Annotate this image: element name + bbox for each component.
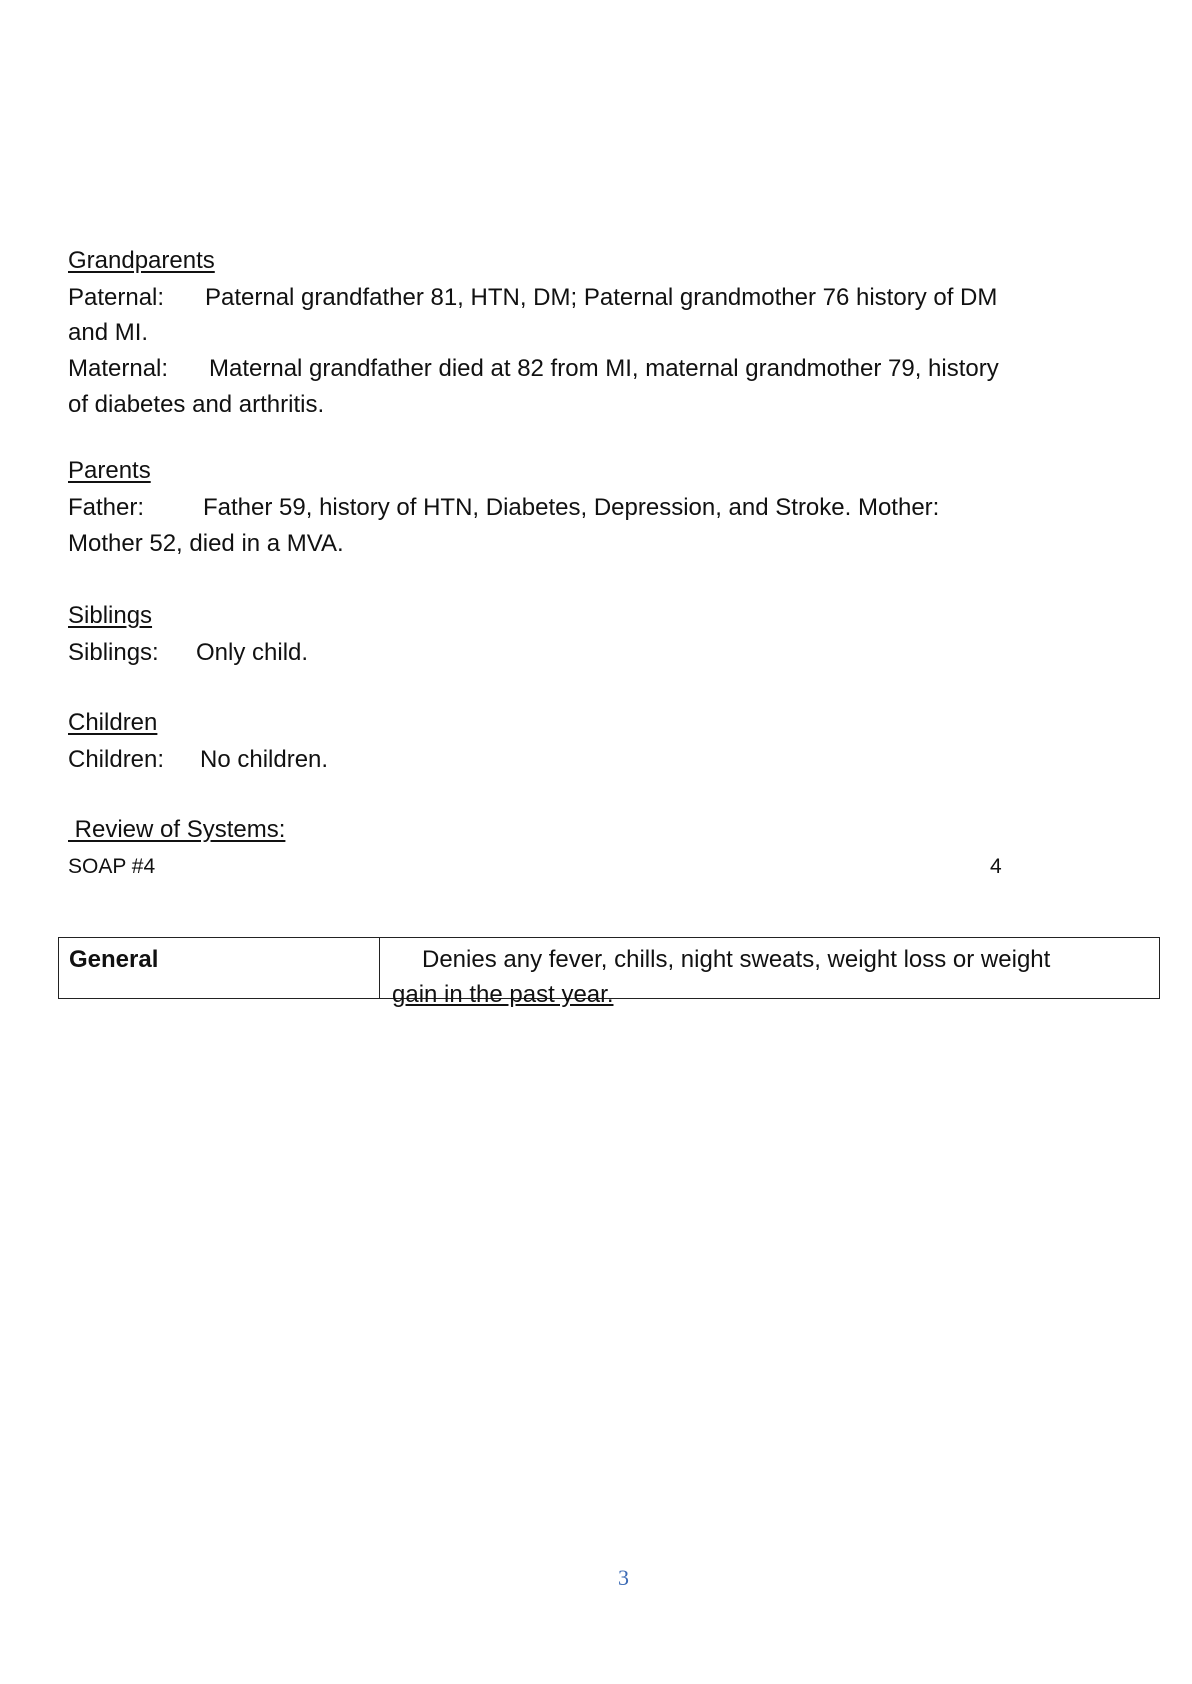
children-label: Children:	[68, 746, 165, 773]
father-label: Father:	[68, 494, 145, 521]
children-value: No children.	[200, 746, 329, 773]
maternal-label: Maternal:	[68, 355, 169, 382]
review-of-systems-table	[58, 937, 1160, 1008]
siblings-heading: Siblings	[68, 602, 153, 629]
general-value-cell	[380, 938, 1160, 1008]
review-of-systems-heading: Review of Systems:	[68, 816, 286, 843]
siblings-value: Only child.	[196, 639, 309, 666]
grandparents-heading: Grandparents	[68, 247, 215, 274]
paternal-text-cont: and MI.	[68, 319, 149, 346]
table-row	[59, 938, 1160, 999]
maternal-text-cont: of diabetes and arthritis.	[68, 391, 325, 418]
general-value: Denies any fever, chills, night sweats, weight loss or weight	[422, 946, 1051, 973]
running-header-title: SOAP #4	[68, 855, 156, 878]
paternal-label: Paternal:	[68, 284, 165, 311]
running-header-page: 4	[990, 855, 1002, 878]
general-label: General	[69, 946, 159, 973]
maternal-text: Maternal grandfather died at 82 from MI, maternal grandmother 79, history	[209, 355, 999, 382]
father-text-cont: Mother 52, died in a MVA.	[68, 530, 344, 557]
page-number: 3	[618, 1565, 629, 1590]
general-value-cont: gain in the past year.	[392, 981, 614, 1008]
father-text: Father 59, history of HTN, Diabetes, Depression, and Stroke. Mother:	[203, 494, 940, 521]
children-heading: Children	[68, 709, 158, 736]
siblings-label: Siblings:	[68, 639, 159, 666]
paternal-text: Paternal grandfather 81, HTN, DM; Paternal grandmother 76 history of DM	[205, 284, 998, 311]
parents-heading: Parents	[68, 457, 151, 484]
general-label-cell	[59, 938, 380, 999]
